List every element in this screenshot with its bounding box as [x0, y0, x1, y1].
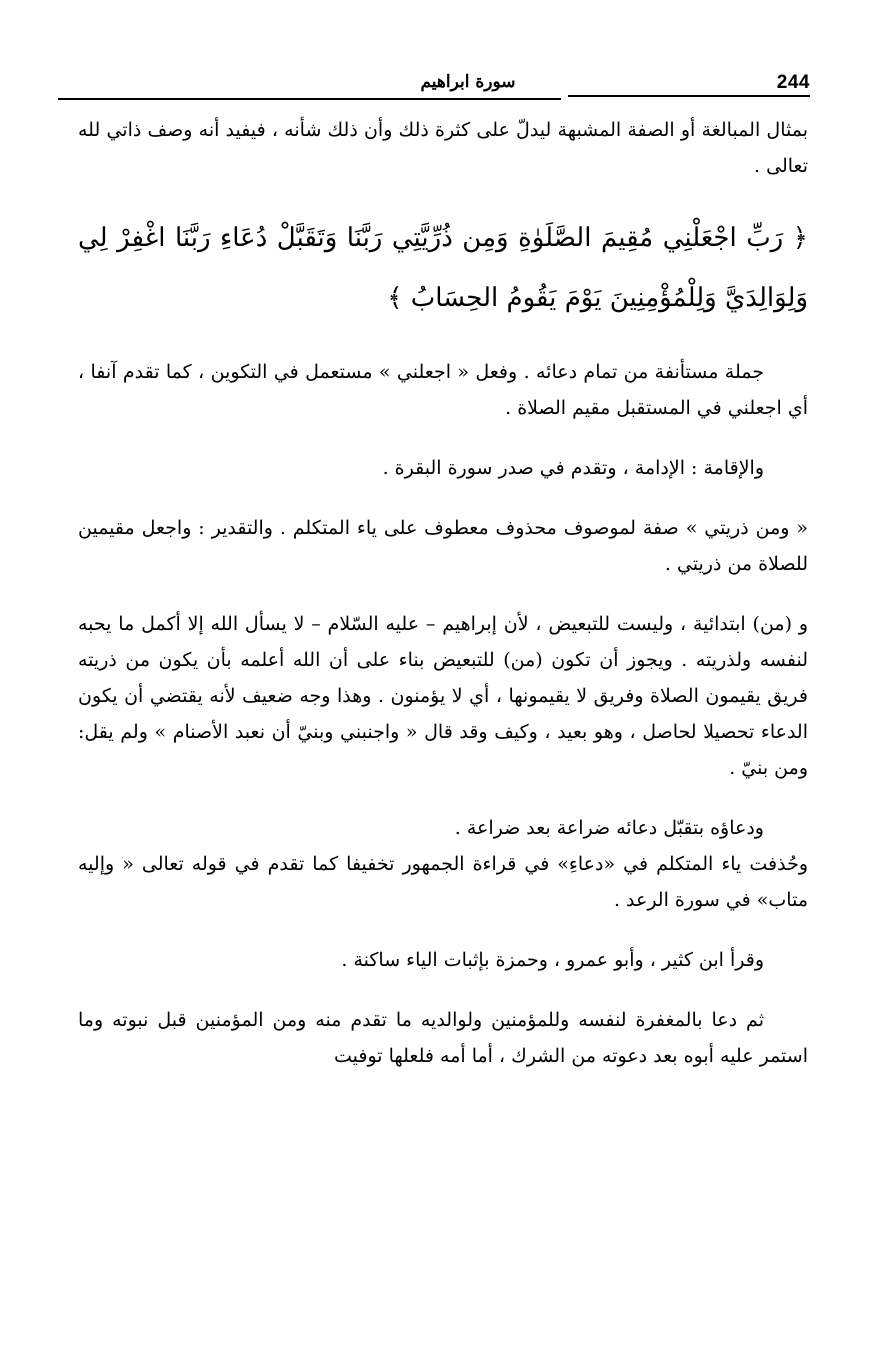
- verse-open-bracket: ﴿: [792, 223, 809, 253]
- commentary-paragraph: وقرأ ابن كثير ، وأبو عمرو ، وحمزة بإثبات الياء ساكنة .: [341, 949, 764, 971]
- commentary-paragraph: جملة مستأنفة من تمام دعائه . وفعل « اجعلني » مستعمل في التكوين ، كما تقدم آنفا ، أي اجعلني في المستقبل مقيم الصلاة .: [78, 361, 808, 419]
- verse-text: رَبِّ اجْعَلْنِي مُقِيمَ الصَّلَوٰةِ وَمِن ذُرِّيَّتِي رَبَّنَا وَتَقَبَّلْ دُعَاءِ رَبَّنَا اغْفِرْ لِي وَلِوَالِدَيَّ وَلِلْمُؤْمِنِينَ يَوْمَ يَقُومُ الحِسَابُ: [78, 223, 808, 313]
- verse-close-bracket: ﴾: [387, 283, 403, 313]
- page-body: [78, 112, 808, 1098]
- commentary-paragraph: و (من) ابتدائية ، وليست للتبعيض ، لأن إبراهيم – عليه السّلام – لا يسأل الله إلا أكمل ما يحبه لنفسه ولذريته . ويجوز أن تكون (من) للتبعيض بناء على أن الله أعلمه بأن يكون من ذريته فريق يقيمون الصلاة وفريق لا يقيمونها ، أي لا يؤمنون . وهذا وجه ضعيف لأنه يقتضي أن يكون الدعاء تحصيلا لحاصل ، وهو بعيد ، وكيف وقد قال « واجنبني وبنيّ أن نعبد الأصنام » ولم يقل: ومن بنيّ .: [78, 613, 808, 779]
- commentary-paragraph: ثم دعا بالمغفرة لنفسه وللمؤمنين ولوالديه ما تقدم منه ومن المؤمنين قبل نبوته وما استمر عليه أبوه بعد دعوته من الشرك ، أما أمه فلعلها توفيت: [78, 1009, 808, 1067]
- header-rule: [58, 98, 561, 100]
- commentary-paragraph: ودعاؤه بتقبّل دعائه ضراعة بعد ضراعة .: [454, 817, 764, 839]
- header-rule: [568, 95, 810, 97]
- page-number: 244: [776, 72, 810, 93]
- quran-verse: [78, 208, 808, 328]
- continuation-paragraph: بمثال المبالغة أو الصفة المشبهة ليدلّ على كثرة ذلك وأن ذلك شأنه ، فيفيد أنه وصف ذاتي لله تعالى .: [78, 119, 808, 177]
- commentary-paragraph: وحُذفت ياء المتكلم في «دعاءِ» في قراءة الجمهور تخفيفا كما تقدم في قوله تعالى « وإليه متاب» في سورة الرعد .: [78, 853, 808, 911]
- commentary-paragraph: والإقامة : الإدامة ، وتقدم في صدر سورة البقرة .: [382, 457, 764, 479]
- commentary-paragraph: « ومن ذريتي » صفة لموصوف محذوف معطوف على ياء المتكلم . والتقدير : واجعل مقيمين للصلاة من ذريتي .: [78, 517, 808, 575]
- running-title: سورة ابراهيم: [420, 72, 516, 92]
- page-header: [58, 68, 810, 104]
